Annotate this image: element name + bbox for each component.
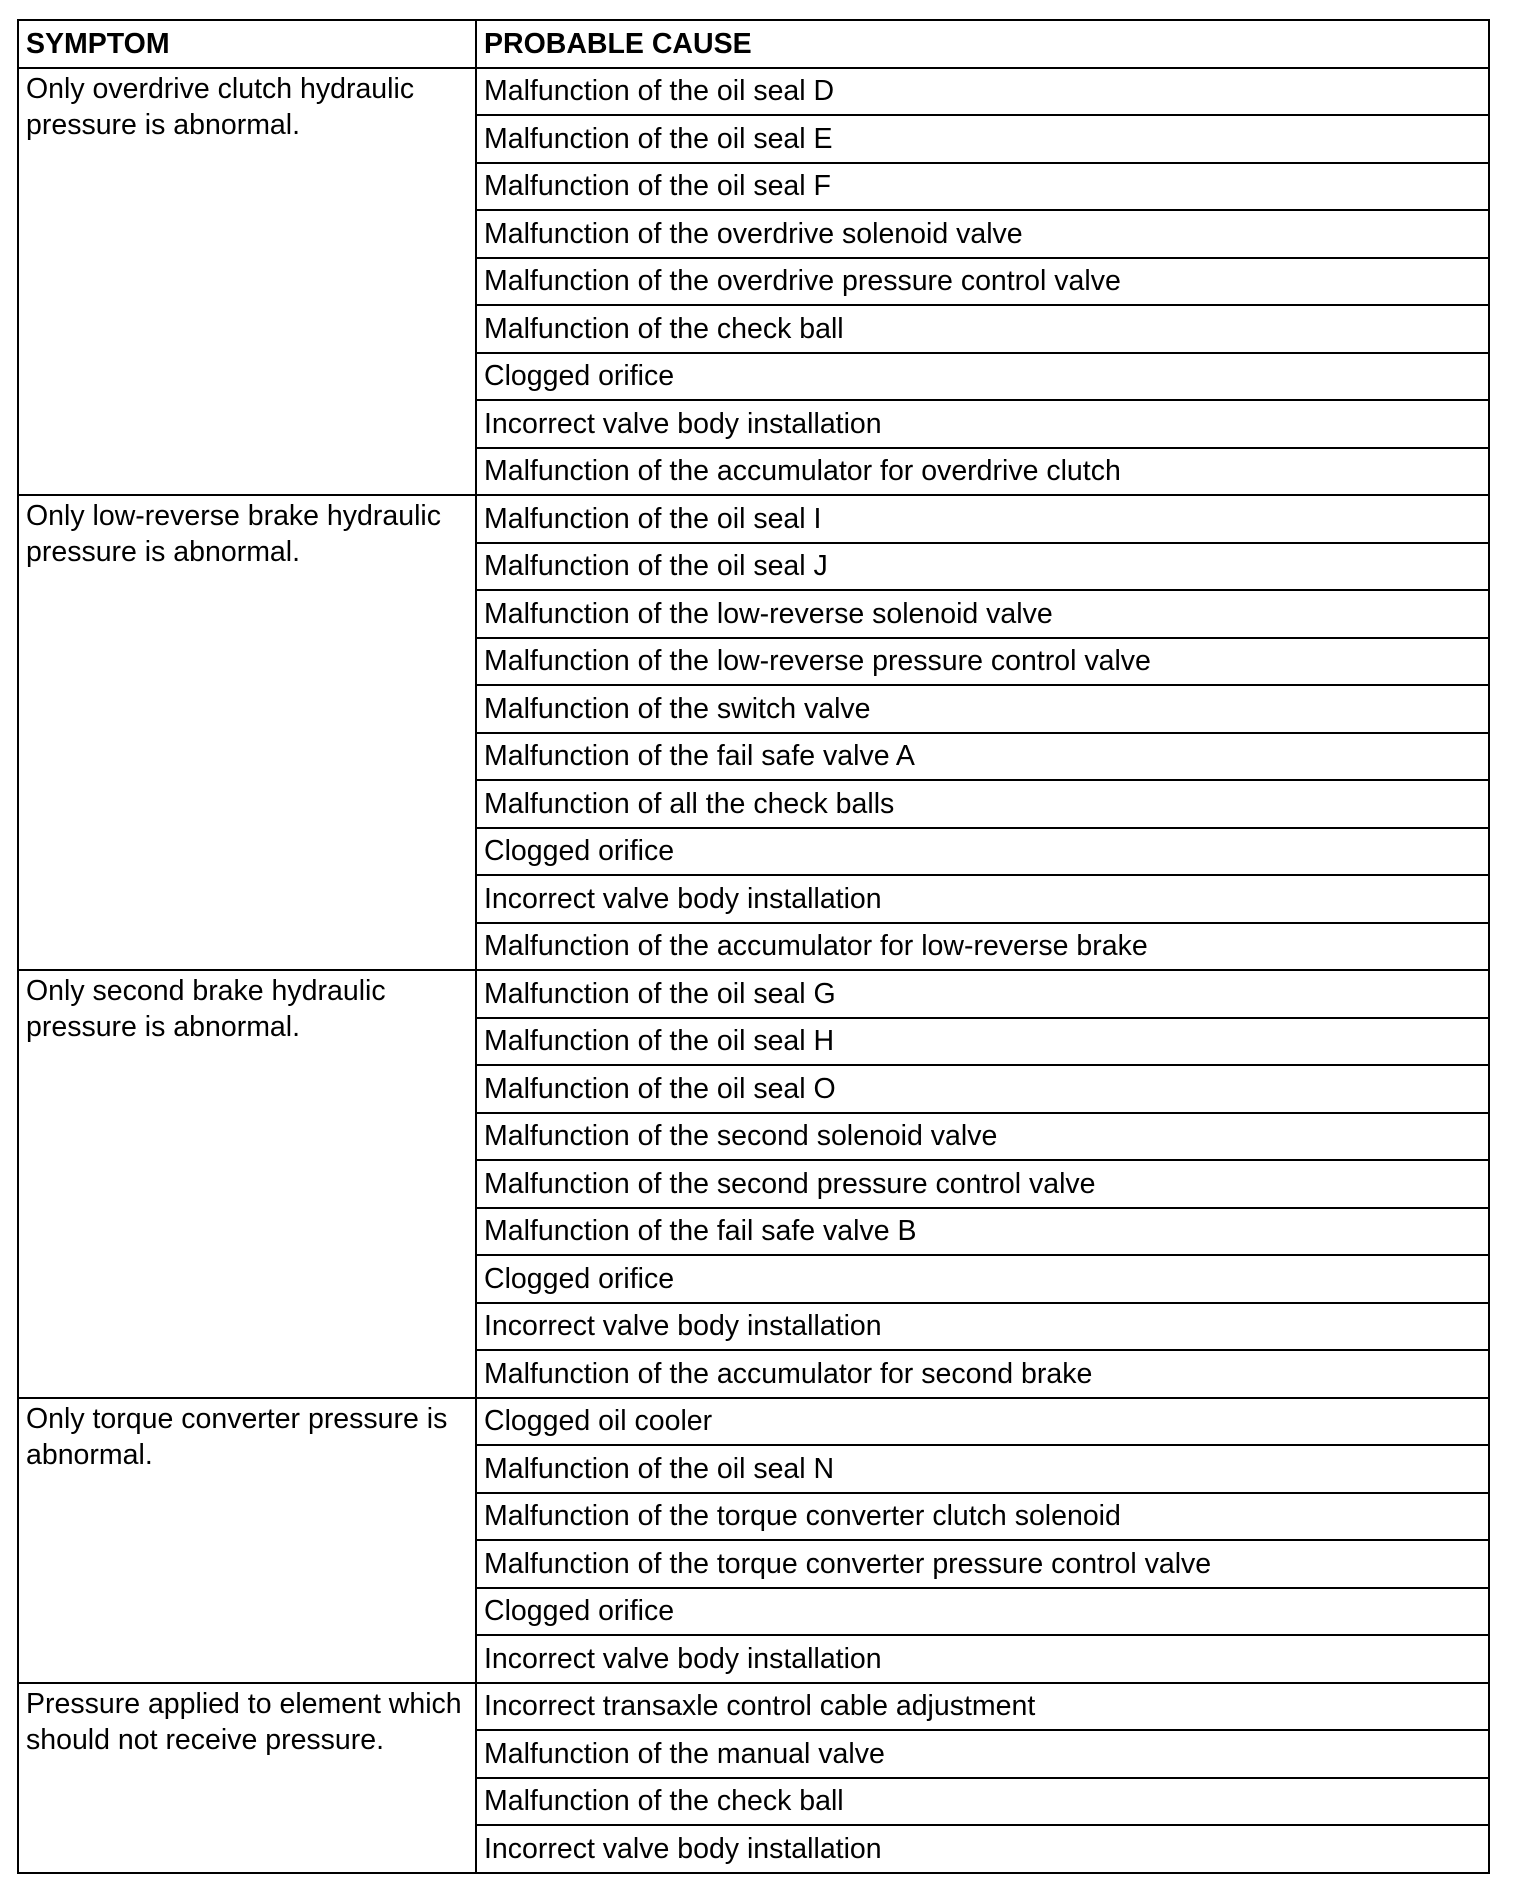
- symptom-header: SYMPTOM: [18, 20, 476, 68]
- symptom-cell: Pressure applied to element which should not receive pressure.: [18, 1683, 476, 1873]
- symptom-cell: Only second brake hydraulic pressure is abnormal.: [18, 970, 476, 1398]
- probable-cause-cell: Malfunction of the overdrive pressure control valve: [476, 258, 1489, 306]
- table-row: [18, 495, 1489, 543]
- table-row: [18, 1398, 1489, 1446]
- symptom-cell: Only low-reverse brake hydraulic pressure is abnormal.: [18, 495, 476, 970]
- probable-cause-cell: Clogged orifice: [476, 828, 1489, 876]
- probable-cause-cell: Malfunction of the overdrive solenoid valve: [476, 210, 1489, 258]
- probable-cause-cell: Clogged orifice: [476, 1255, 1489, 1303]
- probable-cause-cell: Malfunction of the check ball: [476, 305, 1489, 353]
- probable-cause-cell: Malfunction of the second solenoid valve: [476, 1113, 1489, 1161]
- probable-cause-cell: Incorrect valve body installation: [476, 875, 1489, 923]
- probable-cause-cell: Malfunction of the oil seal H: [476, 1018, 1489, 1066]
- symptom-cell: Only overdrive clutch hydraulic pressure is abnormal.: [18, 68, 476, 496]
- probable-cause-cell: Malfunction of the check ball: [476, 1778, 1489, 1826]
- probable-cause-cell: Malfunction of the accumulator for second brake: [476, 1350, 1489, 1398]
- probable-cause-cell: Malfunction of the accumulator for low-reverse brake: [476, 923, 1489, 971]
- probable-cause-cell: Malfunction of the torque converter clutch solenoid: [476, 1493, 1489, 1541]
- probable-cause-cell: Malfunction of the oil seal F: [476, 163, 1489, 211]
- header-row: [18, 20, 1489, 68]
- probable-cause-cell: Malfunction of the oil seal D: [476, 68, 1489, 116]
- table-body: [18, 68, 1489, 1873]
- probable-cause-cell: Incorrect valve body installation: [476, 1825, 1489, 1873]
- probable-cause-cell: Clogged orifice: [476, 1588, 1489, 1636]
- probable-cause-cell: Incorrect valve body installation: [476, 400, 1489, 448]
- probable-cause-cell: Malfunction of the oil seal G: [476, 970, 1489, 1018]
- probable-cause-cell: Clogged oil cooler: [476, 1398, 1489, 1446]
- probable-cause-header: PROBABLE CAUSE: [476, 20, 1489, 68]
- symptom-cell: Only torque converter pressure is abnormal.: [18, 1398, 476, 1683]
- probable-cause-cell: Malfunction of the manual valve: [476, 1730, 1489, 1778]
- probable-cause-cell: Malfunction of the fail safe valve B: [476, 1208, 1489, 1256]
- probable-cause-cell: Malfunction of the low-reverse pressure control valve: [476, 638, 1489, 686]
- probable-cause-cell: Malfunction of the oil seal J: [476, 543, 1489, 591]
- probable-cause-cell: Incorrect transaxle control cable adjustment: [476, 1683, 1489, 1731]
- probable-cause-cell: Malfunction of the fail safe valve A: [476, 733, 1489, 781]
- probable-cause-cell: Malfunction of the oil seal O: [476, 1065, 1489, 1113]
- symptom-cause-table: [17, 19, 1490, 1874]
- probable-cause-cell: Malfunction of the oil seal N: [476, 1445, 1489, 1493]
- probable-cause-cell: Malfunction of the accumulator for overdrive clutch: [476, 448, 1489, 496]
- table-row: [18, 68, 1489, 116]
- probable-cause-cell: Clogged orifice: [476, 353, 1489, 401]
- probable-cause-cell: Malfunction of the switch valve: [476, 685, 1489, 733]
- table-row: [18, 970, 1489, 1018]
- probable-cause-cell: Malfunction of the low-reverse solenoid valve: [476, 590, 1489, 638]
- probable-cause-cell: Malfunction of the oil seal I: [476, 495, 1489, 543]
- table-row: [18, 1683, 1489, 1731]
- probable-cause-cell: Malfunction of the second pressure control valve: [476, 1160, 1489, 1208]
- probable-cause-cell: Malfunction of the oil seal E: [476, 115, 1489, 163]
- probable-cause-cell: Malfunction of the torque converter pressure control valve: [476, 1540, 1489, 1588]
- probable-cause-cell: Incorrect valve body installation: [476, 1303, 1489, 1351]
- probable-cause-cell: Incorrect valve body installation: [476, 1635, 1489, 1683]
- probable-cause-cell: Malfunction of all the check balls: [476, 780, 1489, 828]
